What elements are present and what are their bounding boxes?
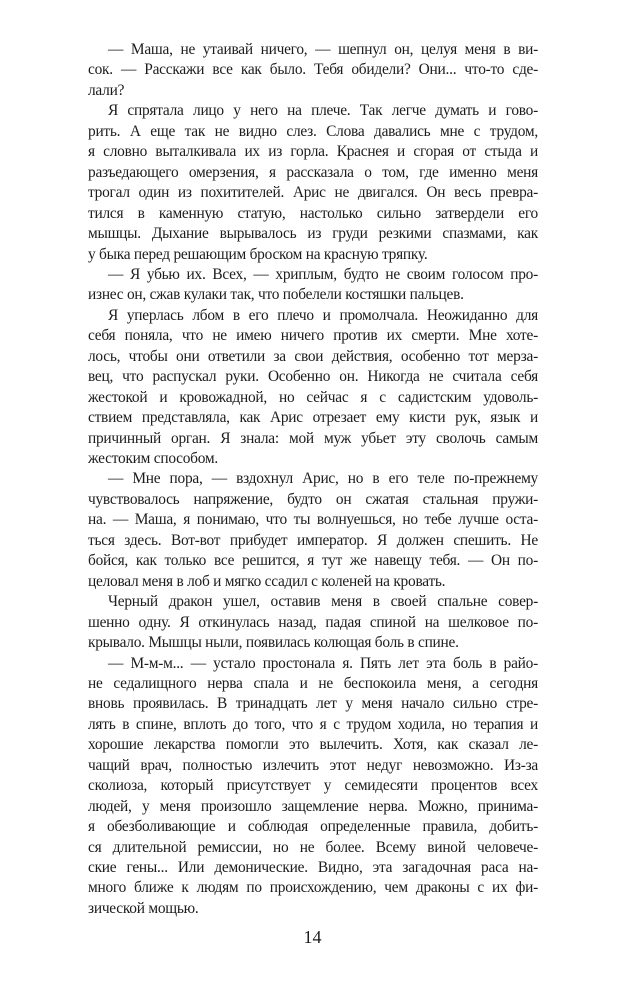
text-line: — Мне пора, — вздохнул Арис, но в его теле по-прежнему: [108, 470, 538, 488]
text-line: сок. — Расскажи все как было. Тебя обидели? Они... что-то сде-: [88, 61, 538, 79]
text-line: зической мощью.: [88, 899, 199, 917]
text-line: себя поняла, что не имею ничего против их смерти. Мне хоте-: [88, 327, 538, 345]
text-line: целовал меня в лоб и мягко ссадил с коленей на кровать.: [88, 572, 446, 590]
text-line: мышцы. Дыхание вырывалось из груди резкими спазмами, как: [88, 225, 538, 243]
text-line: чувствовалось напряжение, будто он сжатая стальная пружи-: [88, 490, 538, 508]
text-line: причинный орган. Я знала: мой муж убьет эту сволочь самым: [88, 429, 538, 447]
text-line: лали?: [88, 81, 125, 99]
text-line: — Я убью их. Всех, — хриплым, будто не своим голосом про-: [108, 265, 538, 283]
text-line: чащий врач, полностью излечить этот недуг невозможно. Из-за: [88, 756, 538, 774]
text-line: трогал один из похитителей. Арис не двигался. Он весь превра-: [88, 184, 538, 202]
text-line: шенно одну. Я откинулась назад, падая спиной на шелковое по-: [88, 613, 538, 631]
text-line: рить. А еще так не видно слез. Слова давались мне с трудом,: [88, 122, 538, 140]
text-line: разъедающего омерзения, я рассказала о том, где именно меня: [88, 163, 538, 181]
text-line: людей, у меня произошло защемление нерва. Можно, принима-: [88, 797, 538, 815]
text-line: много ближе к людям по происхождению, чем драконы с их фи-: [88, 879, 538, 897]
text-line: Я спрятала лицо у него на плече. Так легче думать и гово-: [108, 102, 538, 120]
book-page-text-tail: [88, 40, 538, 940]
text-line: Черный дракон ушел, оставив меня в своей спальне совер-: [108, 593, 538, 611]
text-line: вновь проявилась. В тринадцать лет у меня начало сильно стре-: [88, 695, 538, 713]
text-line: ствием представляла, как Арис отрезает ему кисти рук, язык и: [88, 409, 538, 427]
text-line: Я уперлась лбом в его плечо и промолчала. Неожиданно для: [108, 306, 538, 324]
page-number: 14: [303, 927, 322, 947]
text-line: вец, что распускал руки. Особенно он. Никогда не считала себя: [88, 368, 538, 386]
text-line: лять в спине, вплоть до того, что я с трудом ходила, но терапия и: [88, 715, 538, 733]
text-line: бойся, как только все решится, я тут же навещу тебя. — Он по-: [88, 552, 538, 570]
text-line: ские гены... Или демонические. Видно, эта загадочная раса на-: [88, 859, 538, 876]
text-line: жестоким способом.: [88, 450, 218, 467]
text-line: жестокой и кровожадной, но сейчас я с садистским удоволь-: [88, 388, 538, 406]
text-line: я словно выталкивала их из горла. Краснея и сгорая от стыда и: [88, 143, 538, 161]
text-line: у быка перед решающим броском на красную тряпку.: [88, 245, 428, 263]
text-line: хорошие лекарства помогли это вылечить. Хотя, как сказал ле-: [88, 736, 538, 754]
text-line: изнес он, сжав кулаки так, что побелели костяшки пальцев.: [88, 286, 464, 304]
text-line: тился в каменную статую, настолько сильно затвердели его: [88, 204, 538, 222]
text-line: — М-м-м... — устало простонала я. Пять лет эта боль в райо-: [108, 654, 538, 672]
text-line: — Маша, не утаивай ничего, — шепнул он, целуя меня в ви-: [108, 41, 538, 58]
text-line: крывало. Мышцы ныли, появилась колющая боль в спине.: [88, 634, 459, 652]
text-line: сколиоза, который присутствует у семидесяти процентов всех: [88, 777, 538, 795]
text-line: ться здесь. Вот-вот прибудет император. Я должен спешить. Не: [88, 531, 538, 549]
text-line: не седалищного нерва спала и не беспокоила меня, а сегодня: [88, 674, 538, 692]
text-line: ся длительной ремиссии, но не более. Всему виной человече-: [88, 838, 538, 856]
text-line: на. — Маша, я понимаю, что ты волнуешься, но тебе лучше оста-: [88, 511, 538, 529]
text-line: я обезболивающие и соблюдая определенные правила, добить-: [88, 818, 538, 836]
text-line: лось, чтобы они ответили за свои действия, особенно тот мерза-: [88, 347, 538, 365]
